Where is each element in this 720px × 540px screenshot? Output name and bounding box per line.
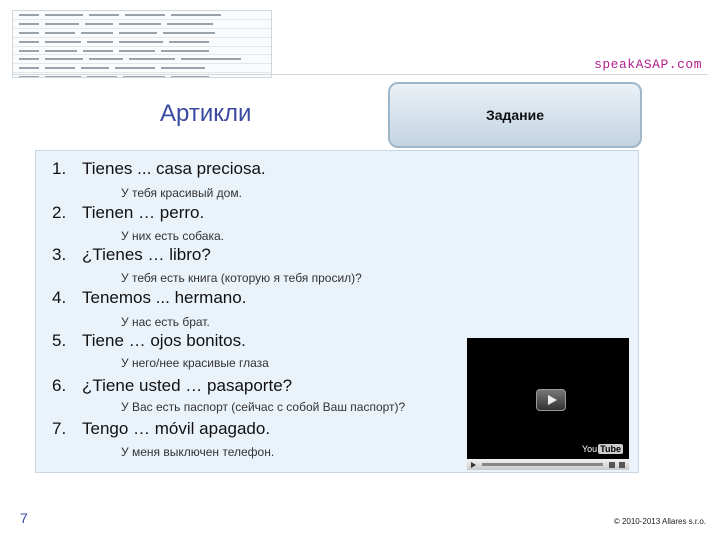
control-play-icon[interactable] (471, 462, 476, 468)
item-number: 7. (52, 419, 67, 438)
item-sentence: ¿Tienes … libro? (82, 245, 211, 264)
item-sentence: Tienen … perro. (82, 203, 205, 222)
item-sentence: Tiene … ojos bonitos. (82, 331, 246, 350)
item-translation: У нас есть брат. (121, 315, 210, 329)
fullscreen-icon[interactable] (619, 462, 625, 468)
exercise-item (52, 203, 204, 223)
youtube-logo-badge: Tube (600, 444, 621, 454)
thumb-row (13, 55, 271, 64)
item-number: 5. (52, 331, 67, 350)
video-controls (467, 459, 629, 470)
thumb-row (13, 64, 271, 73)
thumb-row (13, 29, 271, 38)
item-translation: У тебя красивый дом. (121, 186, 242, 200)
youtube-logo (582, 444, 623, 454)
header-divider (12, 74, 708, 75)
thumb-row (13, 11, 271, 20)
item-number: 6. (52, 376, 67, 395)
volume-icon[interactable] (609, 462, 615, 468)
item-translation: У тебя есть книга (которую я тебя просил)? (121, 271, 362, 285)
thumb-row (13, 38, 271, 47)
progress-bar[interactable] (482, 463, 603, 466)
item-sentence: Tengo … móvil apagado. (82, 419, 271, 438)
exercise-item (52, 288, 246, 308)
item-sentence: Tienes ... casa preciosa. (82, 159, 266, 178)
play-icon[interactable] (536, 389, 566, 411)
brand-logo-text: speakASAP.com (594, 57, 702, 72)
section-title: Артикли (160, 100, 252, 127)
video-player[interactable] (467, 338, 629, 470)
exercise-item (52, 159, 266, 179)
thumbnail-table (12, 10, 272, 78)
item-sentence: Tenemos ... hermano. (82, 288, 247, 307)
item-translation: У него/нее красивые глаза (121, 356, 269, 370)
exercise-item (52, 419, 270, 439)
thumb-row (13, 47, 271, 56)
task-button-label: Задание (485, 107, 545, 123)
item-number: 1. (52, 159, 67, 178)
item-number: 2. (52, 203, 67, 222)
item-translation: У них есть собака. (121, 229, 224, 243)
youtube-logo-text: You (581, 444, 598, 454)
task-button[interactable] (388, 82, 642, 148)
thumb-row (13, 20, 271, 29)
item-translation: У Вас есть паспорт (сейчас с собой Ваш паспорт)? (121, 400, 406, 414)
exercise-item (52, 376, 292, 396)
item-sentence: ¿Tiene usted … pasaporte? (82, 376, 293, 395)
item-translation: У меня выключен телефон. (121, 445, 275, 459)
exercise-item (52, 331, 246, 351)
exercise-item (52, 245, 211, 265)
item-number: 3. (52, 245, 67, 264)
copyright-text: © 2010-2013 Allares s.r.o. (613, 517, 706, 526)
item-number: 4. (52, 288, 67, 307)
page-number: 7 (20, 510, 28, 526)
